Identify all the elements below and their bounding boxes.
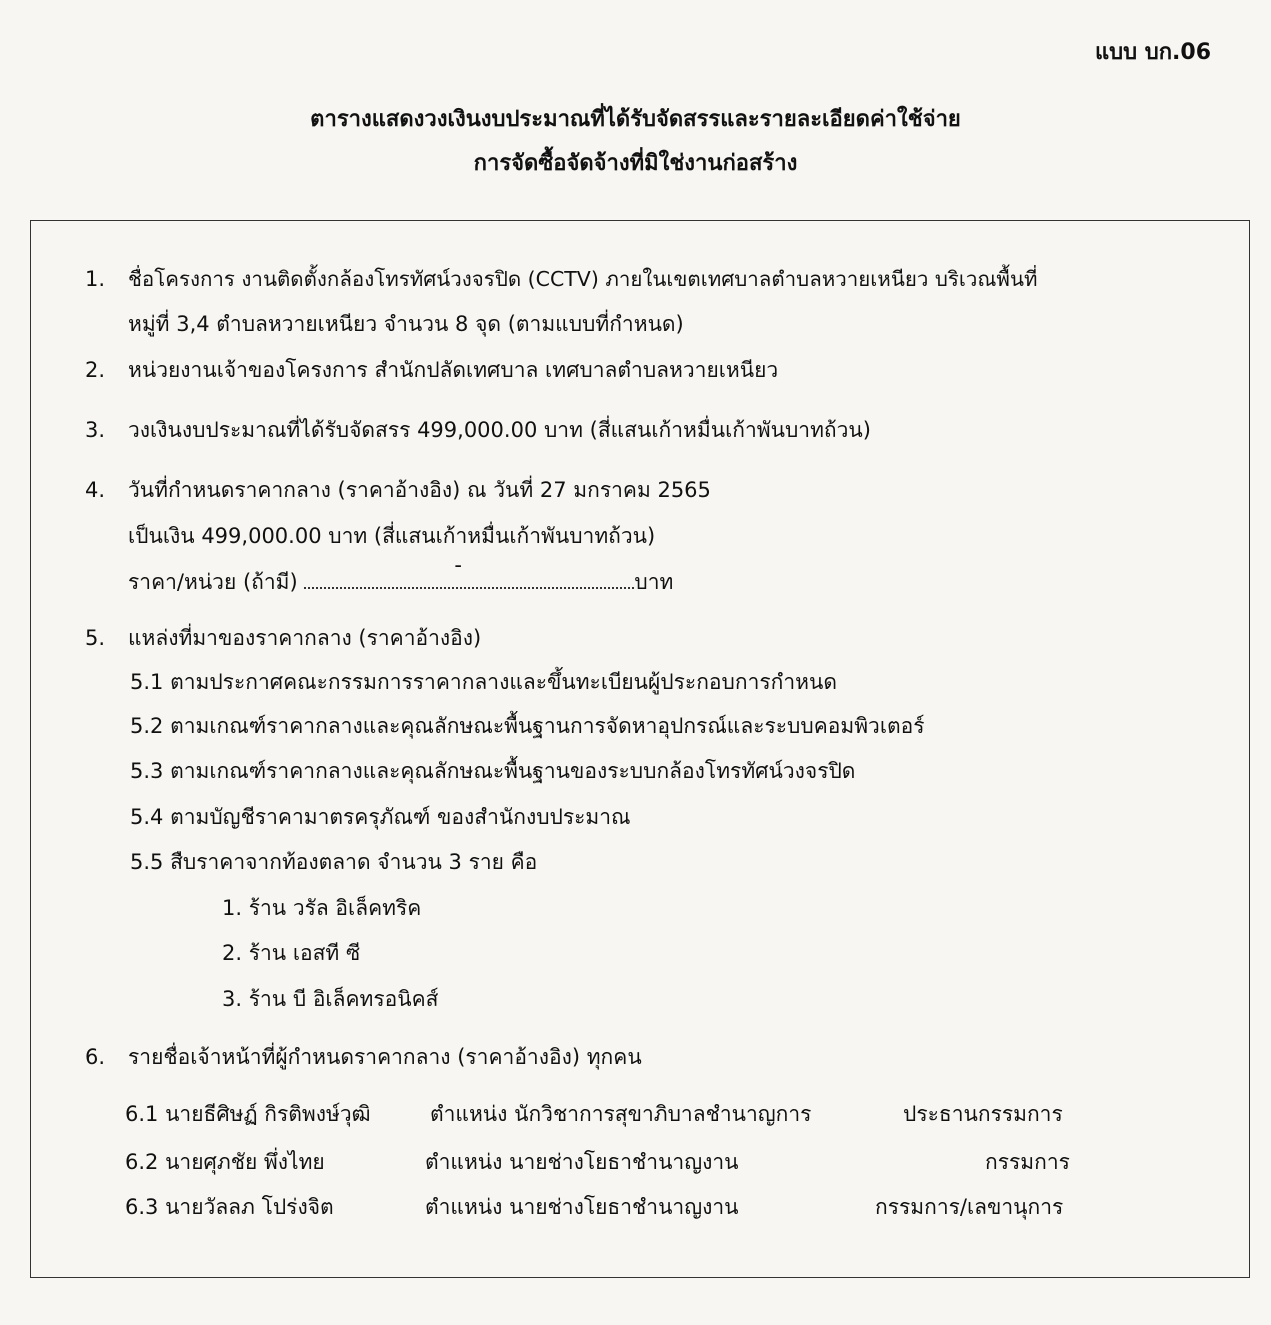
form-code: แบบ บก.06 xyxy=(1094,40,1211,65)
price-source-5-4: 5.4 ตามบัญชีราคามาตรครุภัณฑ์ ของสำนักงบประมาณ xyxy=(130,805,631,829)
staff-name: 6.2 นายศุภชัย พึ่งไทย xyxy=(125,1150,325,1174)
price-source-5-2: 5.2 ตามเกณฑ์ราคากลางและคุณลักษณะพื้นฐานการจัดหาอุปกรณ์และระบบคอมพิวเตอร์ xyxy=(130,714,925,738)
reference-date: วันที่กำหนดราคากลาง (ราคาอ้างอิง) ณ วันที่ 27 มกราคม 2565 xyxy=(128,478,711,502)
unit-price-row xyxy=(128,553,674,606)
staff-row xyxy=(125,1138,1070,1186)
staff-position: ตำแหน่ง นักวิชาการสุขาภิบาลชำนาญการ xyxy=(430,1102,812,1126)
item-number: 3. xyxy=(85,418,106,442)
item-number: 4. xyxy=(85,478,106,502)
title-line-2: การจัดซื้อจัดจ้างที่มิใช่งานก่อสร้าง xyxy=(473,151,798,176)
price-source-5-5: 5.5 สืบราคาจากท้องตลาด จำนวน 3 ราย คือ xyxy=(130,850,538,874)
item-number: 6. xyxy=(85,1045,106,1069)
staff-name: 6.3 นายวัลลภ โปร่งจิต xyxy=(125,1195,334,1219)
staff-heading: รายชื่อเจ้าหน้าที่ผู้กำหนดราคากลาง (ราคาอ้างอิง) ทุกคน xyxy=(128,1045,642,1069)
item-number: 1. xyxy=(85,267,106,291)
staff-role: กรรมการ xyxy=(985,1150,1070,1174)
shop-item: 2. ร้าน เอสที ซี xyxy=(222,941,361,965)
item-number: 5. xyxy=(85,626,106,650)
staff-position: ตำแหน่ง นายช่างโยธาชำนาญงาน xyxy=(425,1195,739,1219)
reference-amount: เป็นเงิน 499,000.00 บาท (สี่แสนเก้าหมื่นเก้าพันบาทถ้วน) xyxy=(128,524,656,548)
price-source-5-1: 5.1 ตามประกาศคณะกรรมการราคากลางและขึ้นทะเบียนผู้ประกอบการกำหนด xyxy=(130,670,837,694)
project-name: ชื่อโครงการ งานติดตั้งกล้องโทรทัศน์วงจรปิด (CCTV) ภายในเขตเทศบาลตำบลหวายเหนียว บริเวณพื้นที่ xyxy=(128,267,1038,291)
staff-name: 6.1 นายธีศิษฏ์ กิรติพงษ์วุฒิ xyxy=(125,1102,371,1126)
shop-item: 3. ร้าน บี อิเล็คทรอนิคส์ xyxy=(222,987,439,1011)
staff-role: กรรมการ/เลขานุการ xyxy=(875,1195,1064,1219)
title-line-1: ตารางแสดงวงเงินงบประมาณที่ได้รับจัดสรรและรายละเอียดค่าใช้จ่าย xyxy=(310,107,961,132)
price-source-5-3: 5.3 ตามเกณฑ์ราคากลางและคุณลักษณะพื้นฐานของระบบกล้องโทรทัศน์วงจรปิด xyxy=(130,759,856,783)
staff-position: ตำแหน่ง นายช่างโยธาชำนาญงาน xyxy=(425,1150,739,1174)
unit-price-suffix: บาท xyxy=(634,570,674,594)
unit-price-dotted-field xyxy=(304,553,634,589)
staff-row xyxy=(125,1183,1064,1231)
project-name-cont: หมู่ที่ 3,4 ตำบลหวายเหนียว จำนวน 8 จุด (ตามแบบที่กำหนด) xyxy=(128,312,684,336)
staff-row xyxy=(125,1090,1063,1138)
project-owner: หน่วยงานเจ้าของโครงการ สำนักปลัดเทศบาล เทศบาลตำบลหวายเหนียว xyxy=(128,358,779,382)
shop-item: 1. ร้าน วรัล อิเล็คทริค xyxy=(222,896,422,920)
staff-role: ประธานกรรมการ xyxy=(903,1102,1063,1126)
document-title xyxy=(0,98,1271,186)
price-source-heading: แหล่งที่มาของราคากลาง (ราคาอ้างอิง) xyxy=(128,626,482,650)
unit-price-value: - xyxy=(454,553,462,577)
budget: วงเงินงบประมาณที่ได้รับจัดสรร 499,000.00 บาท (สี่แสนเก้าหมื่นเก้าพันบาทถ้วน) xyxy=(128,418,871,442)
item-number: 2. xyxy=(85,358,106,382)
unit-price-label: ราคา/หน่วย (ถ้ามี) xyxy=(128,570,298,594)
